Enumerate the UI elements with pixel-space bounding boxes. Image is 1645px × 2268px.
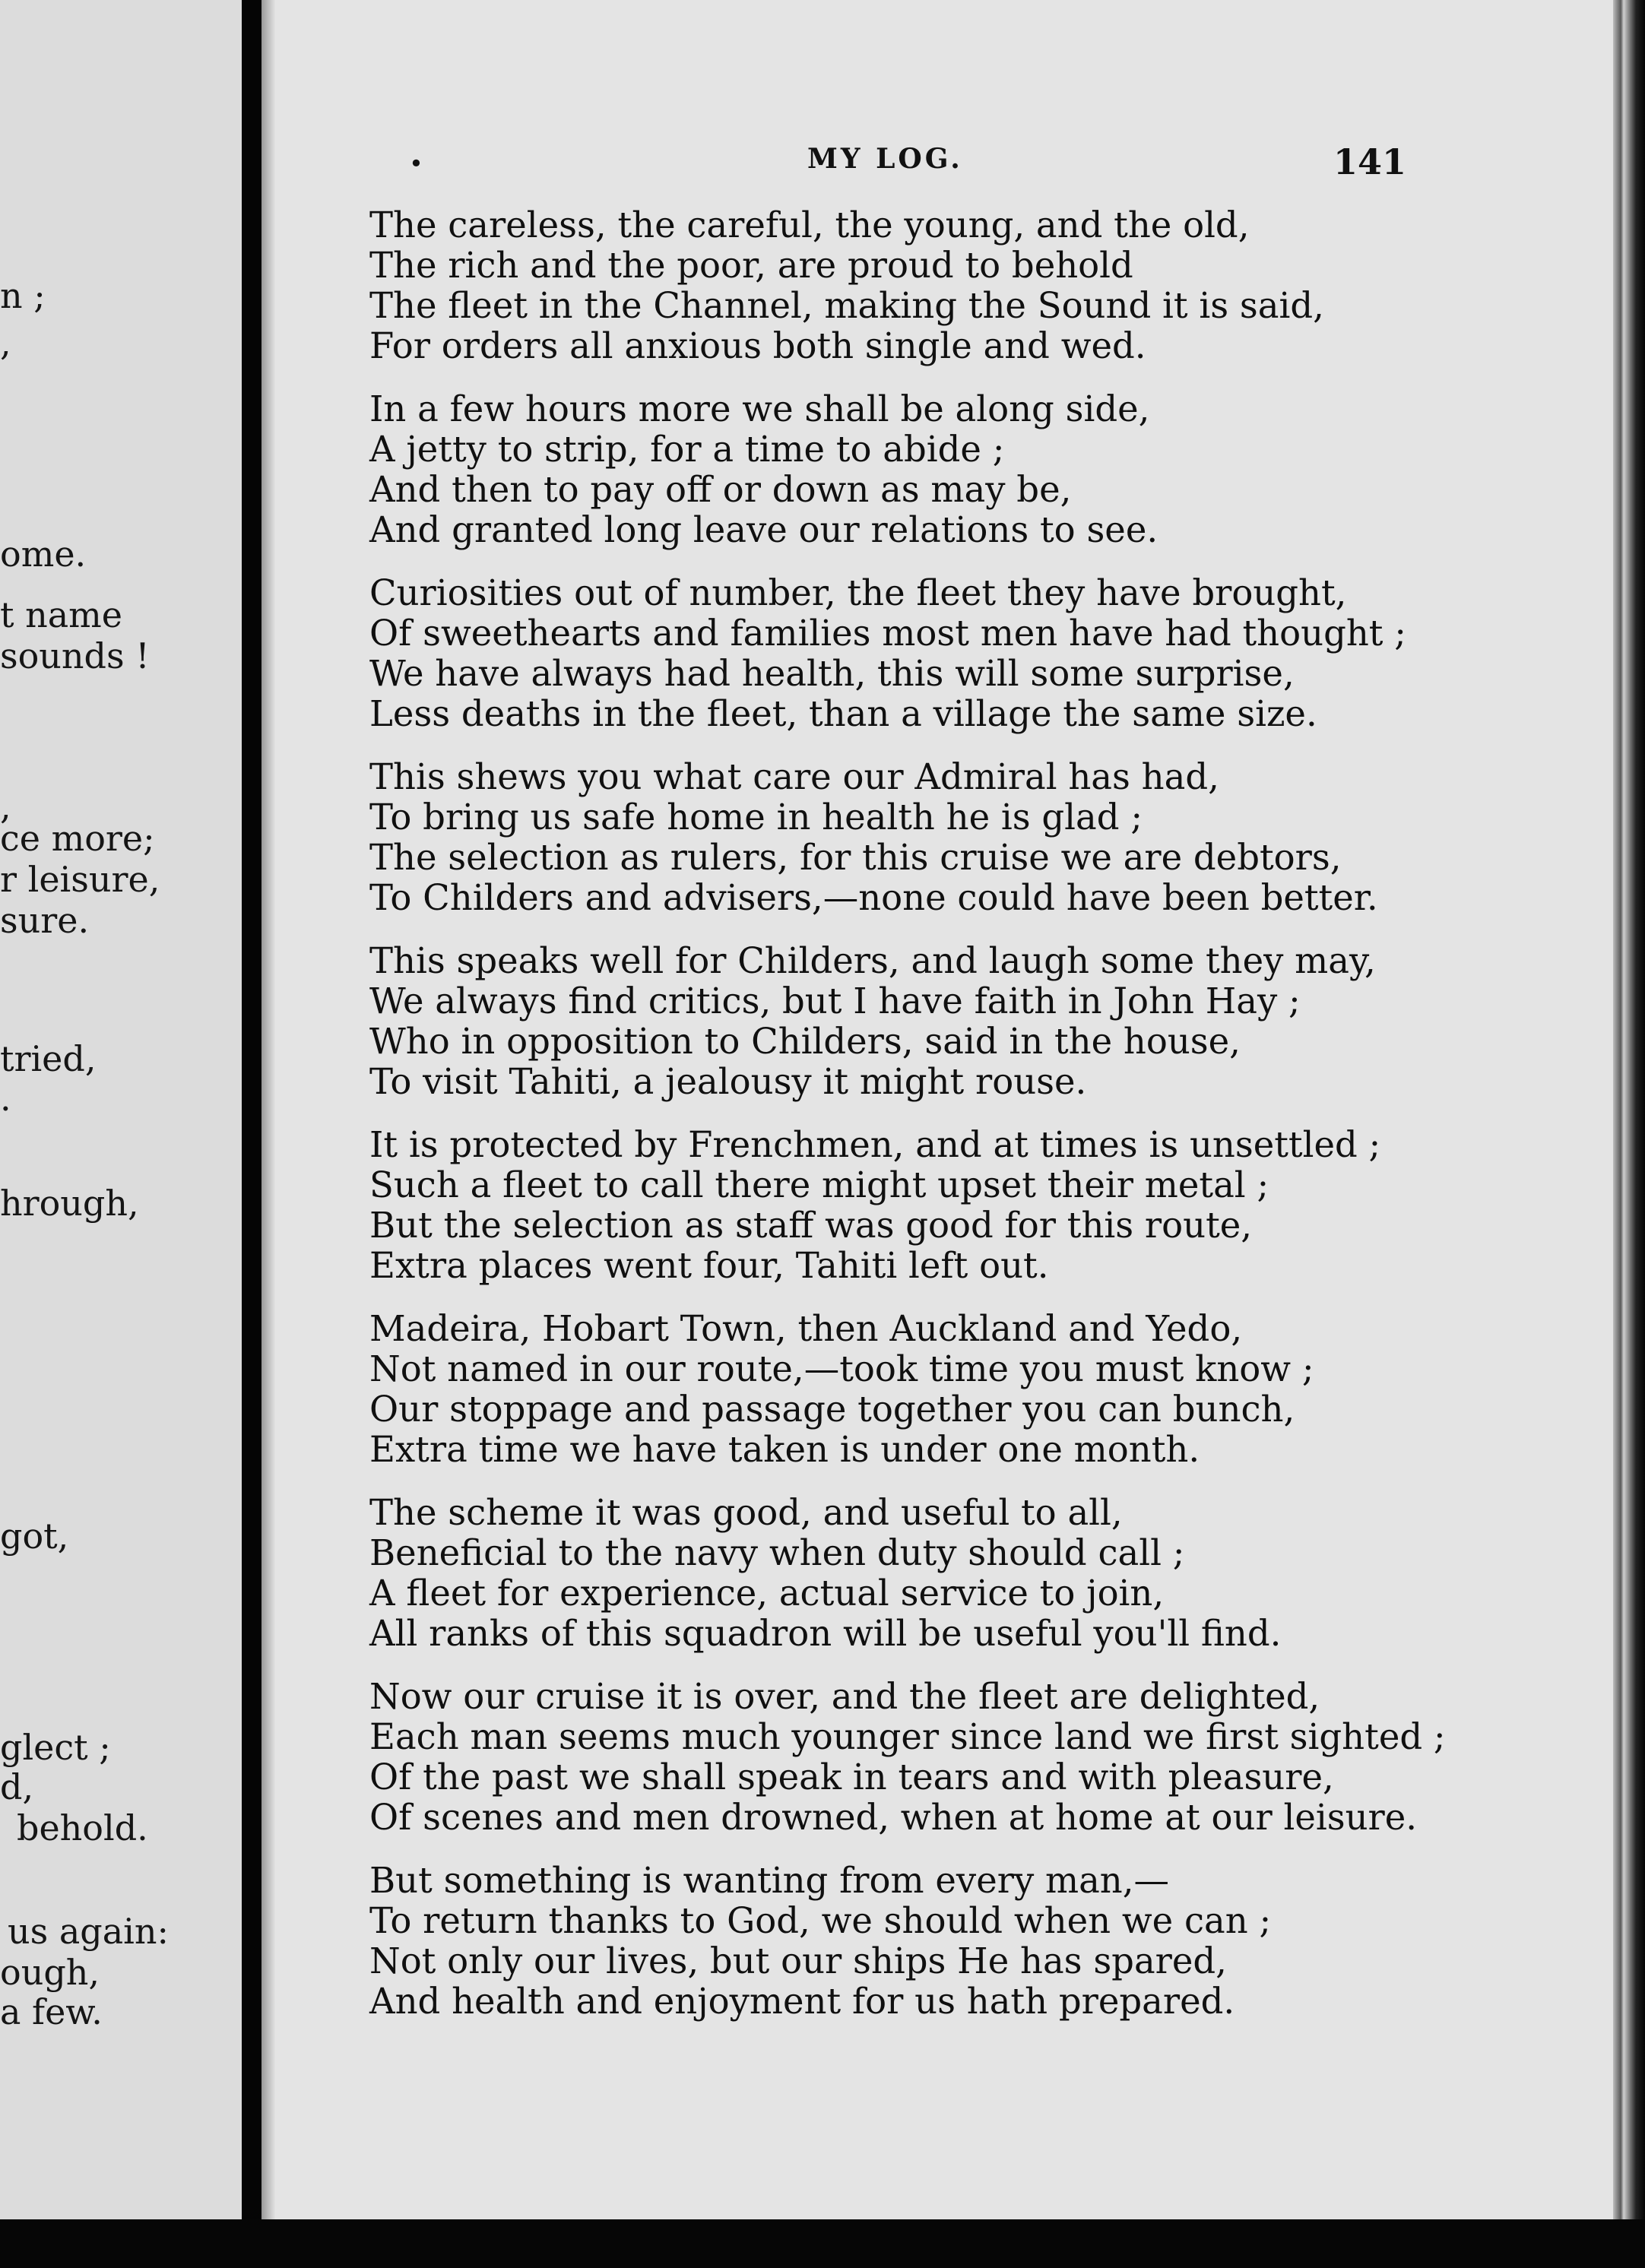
- left-page-fragment: hrough,: [0, 1183, 139, 1224]
- running-head: MY LOG.: [807, 143, 963, 175]
- verse-line: In a few hours more we shall be along side,: [369, 388, 1150, 429]
- left-page-fragment: ,: [0, 322, 11, 363]
- left-page-fragment: t name: [0, 594, 122, 635]
- verse-line: This shews you what care our Admiral has had,: [369, 756, 1219, 797]
- left-page-fragment: sounds !: [0, 635, 150, 676]
- verse-line: Extra time we have taken is under one month.: [369, 1429, 1200, 1470]
- left-page-fragment: ,: [0, 786, 11, 827]
- stanza: [369, 1861, 1449, 2022]
- left-page-fragment: a few.: [0, 1991, 103, 2032]
- stanza: [369, 941, 1449, 1102]
- verse-line: To bring us safe home in health he is glad ;: [369, 797, 1143, 838]
- verse-line: And health and enjoyment for us hath prepared.: [369, 1981, 1235, 2022]
- verse-line: Not only our lives, but our ships He has spared,: [369, 1940, 1227, 1981]
- book-gutter: [242, 0, 261, 2268]
- verse-line: For orders all anxious both single and wed.: [369, 325, 1146, 366]
- verse-line: To visit Tahiti, a jealousy it might rouse.: [369, 1061, 1087, 1102]
- page-edge: [1613, 0, 1645, 2268]
- stanza: [369, 1677, 1449, 1838]
- left-page-fragment: ough,: [0, 1952, 100, 1993]
- verse-line: The selection as rulers, for this cruise we are debtors,: [369, 837, 1342, 878]
- verse-line: Less deaths in the fleet, than a village the same size.: [369, 693, 1317, 734]
- left-page-fragment: glect ;: [0, 1727, 111, 1768]
- header-marker: •: [409, 149, 423, 178]
- left-page-fragment: behold.: [17, 1807, 148, 1848]
- verse-line: Our stoppage and passage together you can bunch,: [369, 1389, 1295, 1430]
- stanza: [369, 389, 1449, 550]
- verse-line: Now our cruise it is over, and the fleet are delighted,: [369, 1676, 1320, 1717]
- stanza: [369, 573, 1449, 734]
- verse-line: Such a fleet to call there might upset their metal ;: [369, 1164, 1269, 1205]
- verse-line: This speaks well for Childers, and laugh some they may,: [369, 940, 1376, 981]
- verse-line: Extra places went four, Tahiti left out.: [369, 1245, 1049, 1286]
- left-page-fragment: sure.: [0, 900, 90, 941]
- verse-line: Not named in our route,—took time you must know ;: [369, 1348, 1314, 1389]
- stanza: [369, 1125, 1449, 1286]
- verse-line: Who in opposition to Childers, said in the house,: [369, 1021, 1241, 1062]
- left-page-fragment: ce more;: [0, 818, 155, 859]
- verse-line: But the selection as staff was good for this route,: [369, 1205, 1253, 1246]
- stanza: [369, 205, 1449, 366]
- poem-body: [369, 205, 1449, 2045]
- left-page-fragment: us again:: [8, 1911, 169, 1952]
- verse-line: Beneficial to the navy when duty should call ;: [369, 1532, 1185, 1573]
- left-page-fragment: ome.: [0, 534, 87, 575]
- verse-line: The careless, the careful, the young, and the old,: [369, 204, 1250, 245]
- stanza: [369, 1309, 1449, 1470]
- verse-line: Of scenes and men drowned, when at home at our leisure.: [369, 1797, 1418, 1838]
- verse-line: And then to pay off or down as may be,: [369, 469, 1072, 510]
- left-page-fragment: d,: [0, 1766, 34, 1807]
- scan-border: [0, 2219, 1645, 2268]
- left-facing-page: [0, 0, 242, 2219]
- verse-line: All ranks of this squadron will be useful you'll find.: [369, 1613, 1282, 1654]
- left-page-fragment: r leisure,: [0, 859, 160, 900]
- verse-line: Of the past we shall speak in tears and with pleasure,: [369, 1756, 1334, 1798]
- left-page-fragment: .: [0, 1078, 11, 1119]
- verse-line: Of sweethearts and families most men have had thought ;: [369, 613, 1406, 654]
- verse-line: We have always had health, this will some surprise,: [369, 653, 1295, 694]
- stanza: [369, 757, 1449, 918]
- page-number: 141: [1333, 141, 1407, 182]
- verse-line: But something is wanting from every man,—: [369, 1860, 1170, 1901]
- verse-line: And granted long leave our relations to see.: [369, 509, 1158, 550]
- verse-line: We always find critics, but I have faith in John Hay ;: [369, 980, 1301, 1022]
- stanza: [369, 1493, 1449, 1654]
- verse-line: The rich and the poor, are proud to behold: [369, 245, 1133, 286]
- verse-line: Madeira, Hobart Town, then Auckland and Yedo,: [369, 1308, 1243, 1349]
- verse-line: The scheme it was good, and useful to all,: [369, 1492, 1123, 1533]
- verse-line: The fleet in the Channel, making the Sound it is said,: [369, 285, 1324, 326]
- gutter-shadow: [261, 0, 275, 2227]
- left-page-fragment: got,: [0, 1516, 69, 1557]
- verse-line: A jetty to strip, for a time to abide ;: [369, 429, 1005, 470]
- verse-line: A fleet for experience, actual service to join,: [369, 1573, 1165, 1614]
- verse-line: It is protected by Frenchmen, and at times is unsettled ;: [369, 1124, 1381, 1165]
- left-page-fragment: tried,: [0, 1038, 97, 1079]
- verse-line: To return thanks to God, we should when we can ;: [369, 1900, 1272, 1941]
- verse-line: Each man seems much younger since land we first sighted ;: [369, 1716, 1446, 1757]
- verse-line: To Childers and advisers,—none could have been better.: [369, 877, 1378, 918]
- left-page-fragment: n ;: [0, 275, 46, 316]
- verse-line: Curiosities out of number, the fleet they have brought,: [369, 572, 1347, 613]
- right-page: [275, 0, 1613, 2219]
